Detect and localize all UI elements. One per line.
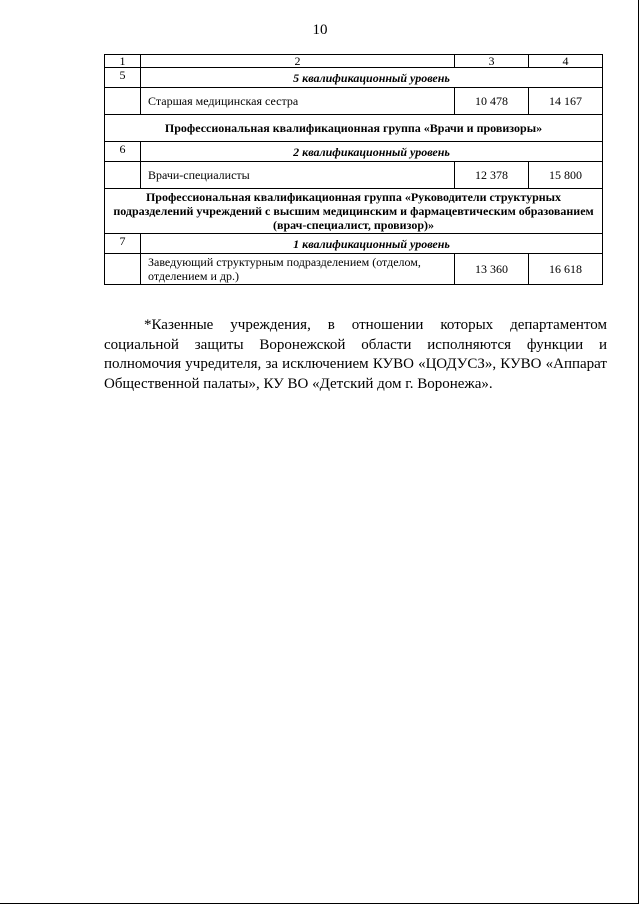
footnote-paragraph: *Казенные учреждения, в отношении которых департаментом социальной защиты Воронежской области исполняются функции и полномочия учредителя, за исключением КУВО «ЦОДУСЗ», КУВО «Аппарат Общественной палаты», КУ ВО «Детский дом г. Воронежа». bbox=[104, 317, 607, 392]
column-number-2: 2 bbox=[141, 55, 455, 68]
position-name: Заведующий структурным подразделением (отделом, отделением и др.) bbox=[141, 254, 455, 285]
table-header-row bbox=[105, 55, 603, 68]
max-salary: 16 618 bbox=[529, 254, 603, 285]
qualification-level-title: 2 квалификационный уровень bbox=[141, 142, 603, 162]
qualification-level-title: 5 квалификационный уровень bbox=[141, 68, 603, 88]
salary-table bbox=[104, 54, 603, 285]
position-name: Врачи-специалисты bbox=[141, 162, 455, 189]
min-salary: 13 360 bbox=[455, 254, 529, 285]
empty-cell bbox=[105, 254, 141, 285]
group-row bbox=[105, 189, 603, 234]
min-salary: 12 378 bbox=[455, 162, 529, 189]
max-salary: 14 167 bbox=[529, 88, 603, 115]
level-row bbox=[105, 68, 603, 88]
max-salary: 15 800 bbox=[529, 162, 603, 189]
min-salary: 10 478 bbox=[455, 88, 529, 115]
professional-group-title: Профессиональная квалификационная группа «Руководители структурных подразделений учреждений с высшим медицинским и фармацевтическим образованием (врач-специалист, провизор)» bbox=[105, 189, 603, 234]
table-row bbox=[105, 254, 603, 285]
row-number: 7 bbox=[105, 234, 141, 254]
professional-group-title: Профессиональная квалификационная группа «Врачи и провизоры» bbox=[105, 115, 603, 142]
page-number: 10 bbox=[312, 22, 328, 38]
table-row bbox=[105, 88, 603, 115]
table-row bbox=[105, 162, 603, 189]
qualification-level-title: 1 квалификационный уровень bbox=[141, 234, 603, 254]
column-number-4: 4 bbox=[529, 55, 603, 68]
column-number-1: 1 bbox=[105, 55, 141, 68]
empty-cell bbox=[105, 162, 141, 189]
empty-cell bbox=[105, 88, 141, 115]
column-number-3: 3 bbox=[455, 55, 529, 68]
group-row bbox=[105, 115, 603, 142]
level-row bbox=[105, 142, 603, 162]
level-row bbox=[105, 234, 603, 254]
row-number: 6 bbox=[105, 142, 141, 162]
position-name: Старшая медицинская сестра bbox=[141, 88, 455, 115]
row-number: 5 bbox=[105, 68, 141, 88]
